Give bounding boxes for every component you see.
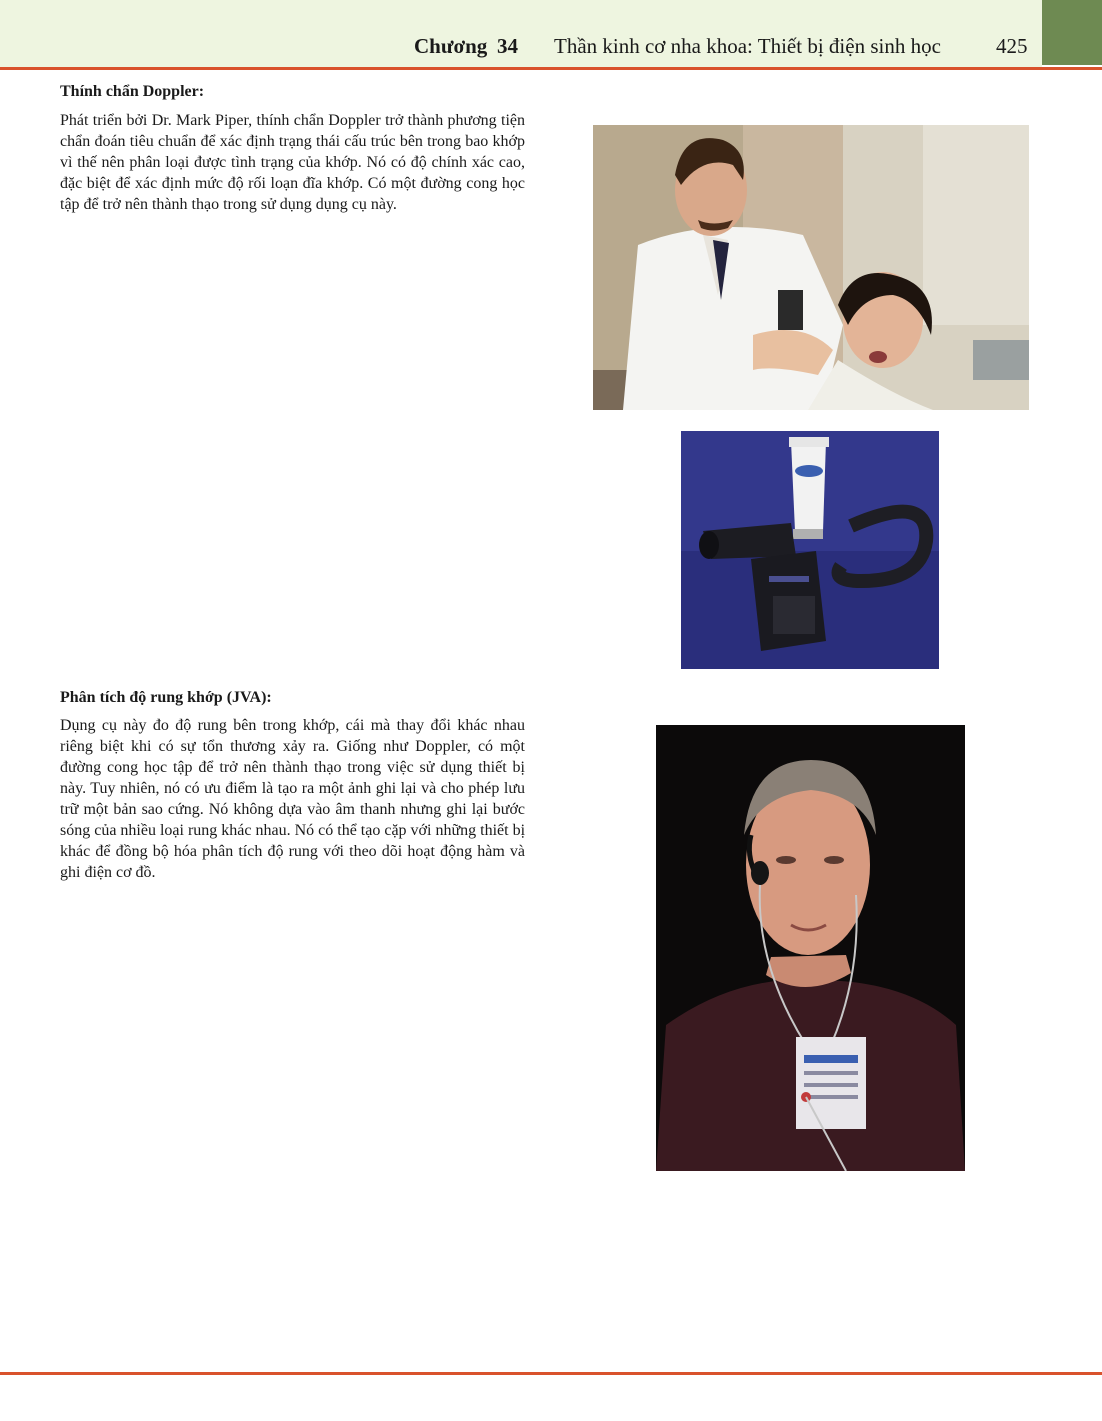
jva-headset-photo <box>656 725 965 1171</box>
section-heading-doppler: Thính chẩn Doppler: <box>60 83 205 100</box>
chapter-number: 34 <box>497 34 518 58</box>
footer-rule <box>0 1372 1102 1375</box>
doppler-device-photo <box>681 431 939 669</box>
page-number: 425 <box>996 34 1028 58</box>
header-rule <box>0 67 1102 70</box>
chapter-label: Chương <box>414 34 488 58</box>
section-heading-jva: Phân tích độ rung khớp (JVA): <box>60 689 272 706</box>
section-body-doppler: Phát triển bởi Dr. Mark Piper, thính chẩn Doppler trở thành phương tiện chẩn đoán tiêu chuẩn để xác định trạng thái cấu trúc bên trong bao khớp vì thế nên phân loại được tình trạng của khớp. Nó có độ chính xác cao, đặc biệt để xác định mức độ rối loạn đĩa khớp. Có một đường cong học tập để trở nên thành thạo trong sử dụng dụng cụ này. <box>60 112 525 213</box>
header-tab <box>1042 0 1102 65</box>
doppler-exam-photo <box>593 125 1029 410</box>
chapter-title: Thần kinh cơ nha khoa: Thiết bị điện sinh học <box>554 34 941 58</box>
section-body-jva: Dụng cụ này đo độ rung bên trong khớp, cái mà thay đổi khác nhau riêng biệt khi có sự tổn thương xảy ra. Giống như Doppler, có một đường cong học tập để trở nên thành thạo trong việc sử dụng thiết bị này. Tuy nhiên, nó có ưu điểm là tạo ra một ảnh ghi lại và cho phép lưu trữ một bản sao cứng. Nó không dựa vào âm thanh nhưng ghi lại bước sóng của nhiều loại rung khác nhau. Nó có thể tạo cặp với những thiết bị khác để đồng bộ hóa phân tích độ rung với theo dõi hoạt động hàm và ghi điện cơ đồ. <box>60 717 526 881</box>
